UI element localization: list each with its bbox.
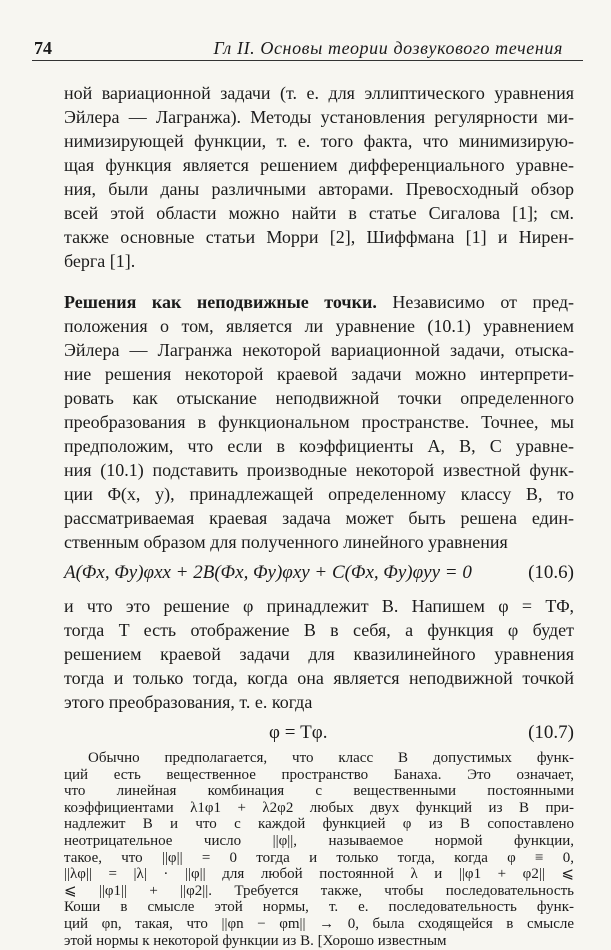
text-line: Эйлера — Лагранжа). Методы установления регулярности ми- (64, 107, 574, 127)
text-line: преобразования в функциональном пространстве. Точнее, мы (64, 412, 574, 432)
equation-10-7 (64, 720, 574, 746)
text-line: этого преобразования, т. е. когда (64, 692, 313, 712)
section-heading: Решения как неподвижные точки. (64, 292, 377, 312)
text-line: предположим, что если в коэффициенты A, B, C уравне- (64, 436, 574, 456)
equation-10-6 (64, 560, 574, 586)
page-number: 74 (34, 38, 52, 58)
text-line: ций есть вещественное пространство Банаха. Это означает, (64, 766, 574, 783)
text-line: такое, что ||φ|| = 0 тогда и только тогда, когда φ ≡ 0, (64, 849, 574, 866)
text-line: ственным образом для полученного линейного уравнения (64, 532, 508, 552)
text-line: неотрицательное число ||φ||, называемое нормой функции, (64, 833, 574, 849)
text-line: надлежит B и что с каждой функцией φ из B сопоставлено (64, 816, 574, 833)
text-line: берга [1]. (64, 251, 136, 271)
text-line: всей этой области можно найти в статье Сигалова [1]; см. (64, 203, 574, 223)
text-line: ции Φ(x, y), принадлежащей определенному классу B, то (64, 484, 574, 504)
text-line: рассматриваемая краевая задача может быть решена един- (64, 508, 574, 528)
text-line: ций φn, такая, что ||φn − φm|| → 0, была сходящейся в смысле (64, 916, 574, 932)
text-line: ровать как отыскание неподвижной точки определенного (64, 388, 574, 408)
section-heading-continuation: Независимо от пред- (376, 292, 575, 312)
text-line: что линейная комбинация с вещественными постоянными (64, 783, 574, 800)
text-line: решением краевой задачи для квазилинейного уравнения (64, 644, 574, 664)
text-line: ной вариационной задачи (т. е. для эллиптического уравнения (64, 83, 574, 103)
text-line: и что это решение φ принадлежит B. Напишем φ = TΦ, (64, 596, 574, 616)
text-line: ния (10.1) подставить производные некоторой известной функ- (64, 460, 574, 480)
text-line: Коши в смысле этой нормы, т. е. последовательность функ- (64, 899, 574, 916)
text-line: также основные статьи Морри [2], Шиффмана [1] и Ниpен- (64, 227, 574, 247)
text-line: ⩽ ||φ1|| + ||φ2||. Требуется также, чтобы последовательность (64, 882, 574, 899)
equation-number: (10.7) (528, 722, 574, 743)
text-line: ||λφ|| = |λ| · ||φ|| для любой постоянной λ и ||φ1 + φ2|| ⩽ (64, 866, 574, 883)
text-line: ние решения некоторой краевой задачи можно интерпрети- (64, 364, 574, 384)
running-title: Гл II. Основы теории дозвукового течения (213, 38, 563, 58)
equation-number: (10.6) (528, 562, 574, 583)
text-line: тогда T есть отображение B в себя, а функция φ будет (64, 620, 574, 640)
text-line: нимизирующей функции, т. е. того факта, что минимизирую- (64, 131, 574, 151)
text-line: положения о том, является ли уравнение (10.1) уравнением (64, 316, 574, 336)
text-line: Эйлера — Лагранжа некоторой вариационной задачи, отыска- (64, 340, 574, 360)
text-line: ния, были даны различными авторами. Превосходный обзор (64, 179, 574, 199)
text-line: этой нормы к некоторой функции из B. [Хорошо известным (64, 932, 447, 949)
equation-text: A(Φx, Φy)φxx + 2B(Φx, Φy)φxy + C(Φx, Φy)φyy = 0 (64, 562, 472, 583)
text-line: Обычно предполагается, что класс B допустимых функ- (88, 750, 574, 766)
section-first-line (64, 290, 574, 314)
page-header (32, 34, 583, 61)
text-line: тогда и только тогда, когда она является неподвижной точкой (64, 668, 574, 688)
equation-text: φ = Tφ. (269, 722, 328, 743)
text-line: щая функция является решением дифференциального уравне- (64, 155, 574, 175)
text-line: коэффициентами λ1φ1 + λ2φ2 любых двух функций из B при- (64, 799, 574, 816)
